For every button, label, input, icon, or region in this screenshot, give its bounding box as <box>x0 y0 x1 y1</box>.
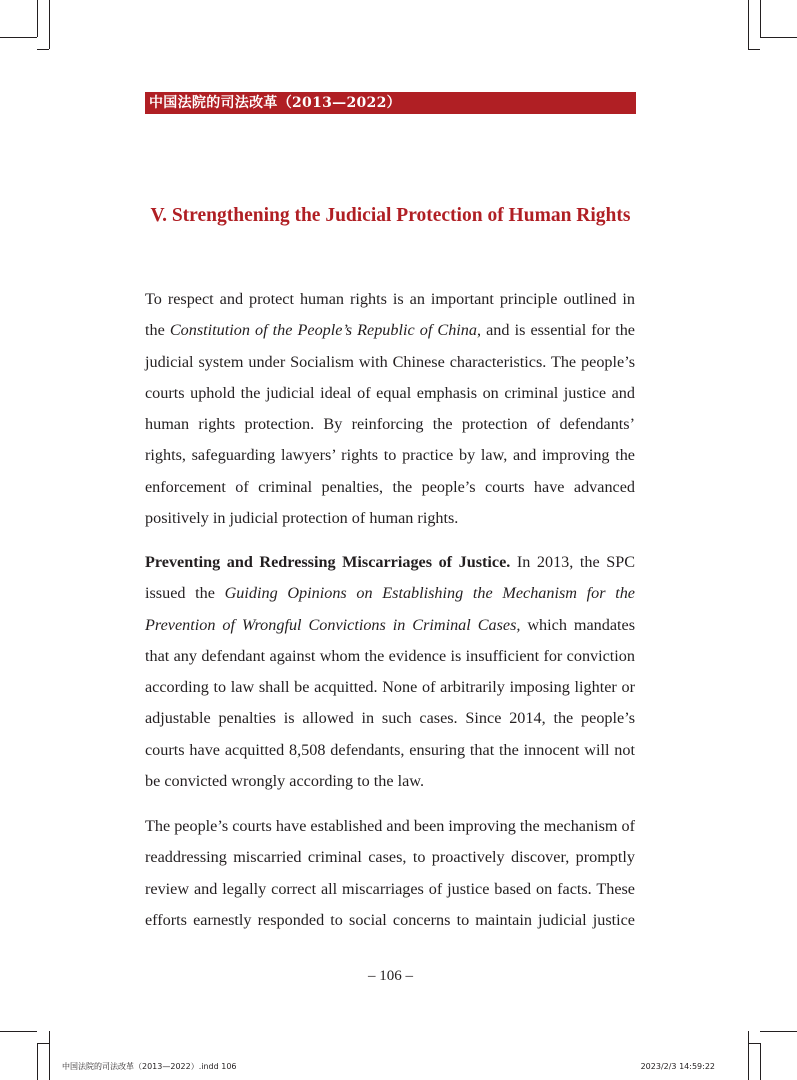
crop-mark <box>49 0 50 49</box>
citation-italic: Constitution of the People’s Republic of China <box>169 321 477 340</box>
crop-mark <box>748 1031 749 1080</box>
crop-mark <box>0 1031 37 1032</box>
body-paragraph <box>145 547 635 797</box>
section-title: V. Strengthening the Judicial Protection of Human Rights <box>150 205 631 226</box>
text-run: , and is essential for the judicial system under Socialism with Chinese characteristics. The people’s courts uphold the judicial ideal of equal emphasis on criminal justice and human rights protection. By reinforcing the protection of defendants’ rights, safeguarding lawyers’ rights to practice by law, and improving the enforcement of criminal penalties, the people’s courts have advanced positively in judicial protection of human rights. <box>145 321 635 528</box>
crop-mark <box>760 37 797 38</box>
text-run: To respect and protect human rights is an important principle outlined in the <box>145 290 635 340</box>
print-slug-filename: 中国法院的司法改革（2013—2022）.indd 106 <box>62 1062 237 1071</box>
text-run: which mandates that any defendant against whom the evidence is insufficient for conviction according to law shall be acquitted. None of arbitrarily imposing lighter or adjustable penalties is allowed in such cases. Since 2014, the people’s courts have acquitted 8,508 defendants, ensuring that the innocent will not be convicted wrongly according to the law. <box>145 615 635 791</box>
crop-mark <box>748 49 760 50</box>
text-run: The people’s courts have established and been improving the mechanism of readdressing miscarried criminal cases, to proactively discover, promptly review and legally correct all miscarriages of justice based on facts. These efforts earnestly responded to social concerns to maintain judicial justice <box>145 817 635 929</box>
text-run: In 2013, the SPC issued the <box>145 553 635 603</box>
crop-mark <box>760 0 761 37</box>
page-number: – 106 – <box>368 968 413 984</box>
crop-mark <box>49 1031 50 1080</box>
crop-mark <box>0 37 37 38</box>
citation-italic: Guiding Opinions on Establishing the Mechanism for the Prevention of Wrongful Convictions in Criminal Cases, <box>145 584 635 634</box>
body-paragraph <box>145 811 635 936</box>
running-header <box>145 92 636 114</box>
crop-mark <box>37 49 49 50</box>
crop-mark <box>760 1031 797 1032</box>
crop-mark <box>748 1043 760 1044</box>
running-header-title: 中国法院的司法改革（2013—2022） <box>149 95 401 111</box>
crop-mark <box>760 1043 761 1080</box>
crop-mark <box>37 1043 38 1080</box>
paragraph-lead-heading: Preventing and Redressing Miscarriages of Justice. <box>145 553 511 571</box>
crop-mark <box>748 0 749 49</box>
crop-mark <box>37 1043 49 1044</box>
print-slug-timestamp: 2023/2/3 14:59:22 <box>640 1062 715 1071</box>
crop-mark <box>37 0 38 37</box>
body-paragraph <box>145 284 635 534</box>
